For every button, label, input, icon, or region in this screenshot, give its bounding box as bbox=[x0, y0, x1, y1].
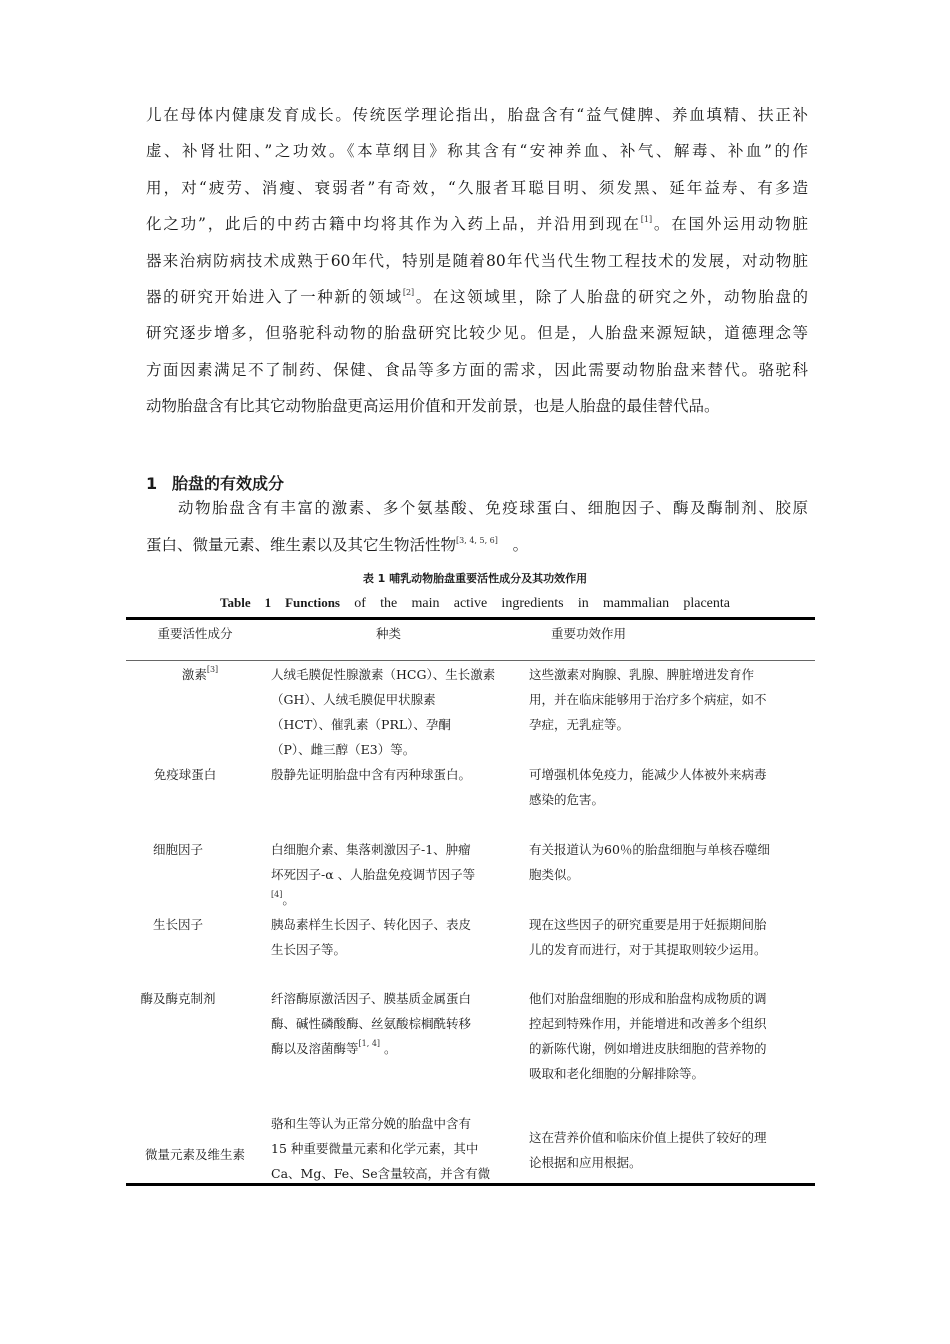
table-cell-effects: 可增强机体免疫力，能减少人体被外来病毒 感染的危害。 bbox=[529, 767, 767, 807]
table-cell-effects: 有关报道认为60％的胎盘细胞与单核吞噬细 胞类似。 bbox=[529, 842, 770, 882]
table-cell-name: 激素[3] bbox=[181, 665, 219, 682]
table-header-rule bbox=[126, 660, 815, 661]
table-header: 重要功效作用 bbox=[551, 626, 627, 641]
table-cell-name: 酶及酶克制剂 bbox=[140, 991, 216, 1006]
table-header: 种类 bbox=[376, 626, 402, 641]
section-line: 蛋白、微量元素、维生素以及其它生物活性物[3, 4, 5, 6] 。 bbox=[146, 536, 529, 554]
section-title: 胎盘的有效成分 bbox=[172, 474, 285, 493]
table-cell-effects: 这些激素对胸腺、乳腺、脾脏增进发育作 用，并在临床能够用于治疗多个病症，如不 孕症，无乳症等。 bbox=[529, 667, 767, 732]
intro-line: 动物胎盘含有比其它动物胎盘更高运用价值和开发前景，也是人胎盘的最佳替代品。 bbox=[146, 397, 720, 416]
table-cell-types: 纤溶酶原激活因子、膜基质金属蛋白 酶、碱性磷酸酶、丝氨酸棕榈酰转移 酶以及溶菌酶等[1, 4] 。 bbox=[271, 991, 472, 1056]
table-cell-effects: 现在这些因子的研究重要是用于妊振期间胎 儿的发育而进行，对于其提取则较少运用。 bbox=[529, 917, 767, 957]
table-caption-cn: 表 1 哺乳动物胎盘重要活性成分及其功效作用 bbox=[362, 572, 588, 585]
table-cell-types: 胰岛素样生长因子、转化因子、表皮 生长因子等。 bbox=[271, 917, 472, 957]
intro-paragraph bbox=[146, 97, 808, 425]
table-top-rule bbox=[126, 617, 815, 620]
intro-line: 器来治病防病技术成熟于60年代，特别是随着80年代当代生物工程技术的发展，对动物脏 bbox=[146, 251, 808, 270]
table-cell-name: 免疫球蛋白 bbox=[153, 767, 217, 782]
section-line: 动物胎盘含有丰富的激素、多个氨基酸、免疫球蛋白、细胞因子、酶及酶制剂、胶原 bbox=[178, 499, 808, 517]
table-cell-effects: 他们对胎盘细胞的形成和胎盘构成物质的调 控起到特殊作用，并能增进和改善多个组织 的新陈代谢，例如增进皮肤细胞的营养物的 吸取和老化细胞的分解排除等。 bbox=[529, 991, 767, 1081]
citation[interactable]: [3, 4, 5, 6] bbox=[456, 536, 498, 545]
table-cell-types: 殷静先证明胎盘中含有丙种球蛋白。 bbox=[271, 767, 472, 782]
intro-line: 儿在母体内健康发育成长。传统医学理论指出，胎盘含有“益气健脾、养血填精、扶正补 bbox=[146, 106, 808, 124]
intro-line: 方面因素满足不了制药、保健、食品等多方面的需求，因此需要动物胎盘来替代。骆驼科 bbox=[146, 360, 808, 379]
table-cell-name: 微量元素及维生素 bbox=[144, 1147, 245, 1162]
citation[interactable]: [2] bbox=[402, 288, 415, 298]
table-cell-types: 骆和生等认为正常分娩的胎盘中含有 15 种重要微量元素和化学元素，其中 Ca、Mg、Fe、Se含量较高，并含有微 bbox=[271, 1116, 491, 1181]
table-cell-effects: 这在营养价值和临床价值上提供了较好的理 论根据和应用根据。 bbox=[529, 1130, 767, 1170]
intro-line: 虚、补肾壮阳、”之功效。《本草纲目》称其含有“安神养血、补气、解毒、补血”的作 bbox=[146, 142, 808, 161]
intro-line: 用，对“疲劳、消瘦、衰弱者”有奇效，“久服者耳聪目明、须发黑、延年益寿、有多造 bbox=[146, 178, 808, 197]
citation[interactable]: [1] bbox=[640, 215, 653, 225]
section-number: 1 bbox=[146, 474, 158, 493]
intro-line: 器的研究开始进入了一种新的领域[2]。在这领域里，除了人胎盘的研究之外，动物胎盘的 bbox=[146, 288, 808, 307]
table-caption-en: Table 1 Functions of the main active ingredients in mammalian placenta bbox=[220, 595, 730, 611]
table-cell-types: 人绒毛膜促性腺激素（HCG）、生长激素 （GH）、人绒毛膜促甲状腺素 （HCT）、催乳素（PRL）、孕酮 （P）、雌三醇（E3）等。 bbox=[271, 667, 496, 757]
intro-line: 研究逐步增多，但骆驼科动物的胎盘研究比较少见。但是，人胎盘来源短缺，道德理念等 bbox=[146, 324, 808, 343]
table-cell-name: 生长因子 bbox=[152, 917, 203, 932]
table-header: 重要活性成分 bbox=[157, 626, 233, 641]
section-paragraph bbox=[146, 490, 808, 564]
intro-line: 化之功”，此后的中药古籍中均将其作为入药上品，并沿用到现在[1]。在国外运用动物脏 bbox=[146, 215, 808, 234]
table-cell-name: 细胞因子 bbox=[152, 842, 203, 857]
table-cell-types: 白细胞介素、集落刺激因子-1、肿瘤 坏死因子-α 、人胎盘免疫调节因子等 [4]。 bbox=[271, 842, 476, 907]
